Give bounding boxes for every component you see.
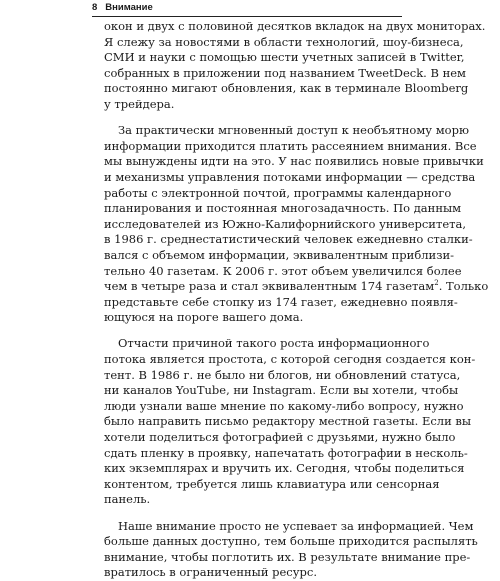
text-line: тент. В 1986 г. не было ни блогов, ни обновлений статуса, bbox=[104, 367, 461, 382]
text-line: вратилось в ограниченный ресурс. bbox=[104, 565, 317, 580]
text-line: Я слежу за новостями в области технологий, шоу-бизнеса, bbox=[104, 34, 464, 49]
text-line: ющуюся на пороге вашего дома. bbox=[104, 310, 304, 325]
running-head bbox=[92, 0, 153, 15]
text-line: тельно 40 газетам. К 2006 г. этот объем увеличился более bbox=[104, 263, 462, 278]
body-text bbox=[104, 19, 489, 581]
page-number: 8 bbox=[92, 2, 98, 13]
text-line: СМИ и науки с помощью шести учетных записей в Twitter, bbox=[104, 50, 465, 65]
paragraph bbox=[104, 336, 476, 508]
paragraph bbox=[104, 518, 478, 581]
text-line: За практически мгновенный доступ к необъятному морю bbox=[118, 123, 469, 138]
text-line: Наше внимание просто не успевает за информацией. Чем bbox=[118, 518, 474, 533]
text-line: люди узнали ваше мнение по какому-либо вопросу, нужно bbox=[104, 398, 464, 413]
header-rule bbox=[92, 16, 402, 17]
text-line: в 1986 г. среднестатистический человек ежедневно сталки- bbox=[104, 232, 473, 247]
text-line: было направить письмо редактору местной газеты. Если вы bbox=[104, 414, 472, 429]
text-line: исследователей из Южно-Калифорнийского университета, bbox=[104, 216, 467, 231]
text-line: вался с объемом информации, эквивалентным приблизи- bbox=[104, 247, 455, 262]
text-line: внимание, чтобы поглотить их. В результате внимание пре- bbox=[104, 549, 471, 564]
paragraph-gap bbox=[104, 113, 401, 124]
text-line: больше данных доступно, тем больше приходится распылять bbox=[104, 534, 478, 549]
section-title: Внимание bbox=[105, 2, 153, 13]
paragraph-gap bbox=[104, 326, 401, 337]
text-line: постоянно мигают обновления, как в терминале Bloomberg bbox=[104, 81, 469, 96]
line-text: чем в четыре раза и стал эквивалентным 174 газетам bbox=[104, 279, 435, 294]
text-line: представьте себе стопку из 174 газет, ежедневно появля- bbox=[104, 294, 458, 309]
line-tail-text: . Только bbox=[438, 279, 489, 294]
paragraph bbox=[104, 19, 486, 113]
text-line: ких экземплярах и вручить их. Сегодня, чтобы поделиться bbox=[104, 461, 465, 476]
text-line: потока является простота, с которой сегодня создается кон- bbox=[104, 352, 476, 367]
text-line: хотели поделиться фотографией с друзьями, нужно было bbox=[104, 430, 456, 445]
text-line: работы с электронной почтой, программы календарного bbox=[104, 185, 452, 200]
text-line: панель. bbox=[104, 492, 151, 507]
footnote-marker: 2 bbox=[434, 279, 439, 288]
text-line: мы вынуждены идти на это. У нас появились новые привычки bbox=[104, 154, 484, 169]
text-line: информации приходится платить рассеянием внимания. Все bbox=[104, 138, 477, 153]
text-line: контентом, требуется лишь клавиатура или сенсорная bbox=[104, 476, 440, 491]
text-line: сдать пленку в проявку, напечатать фотографии в несколь- bbox=[104, 445, 468, 460]
text-line: окон и двух с половиной десятков вкладок на двух мониторах. bbox=[104, 19, 486, 33]
text-line: Отчасти причиной такого роста информационного bbox=[118, 336, 430, 351]
text-line: ни каналов YouTube, ни Instagram. Если вы хотели, чтобы bbox=[104, 383, 459, 398]
paragraph-gap bbox=[104, 508, 401, 519]
paragraph bbox=[104, 123, 489, 326]
text-line: собранных в приложении под названием TweetDeck. В нем bbox=[104, 65, 467, 80]
text-line: планирования и постоянная многозадачность. По данным bbox=[104, 201, 462, 216]
text-line: и механизмы управления потоками информации — средства bbox=[104, 169, 476, 184]
text-line bbox=[104, 279, 489, 295]
text-line: у трейдера. bbox=[104, 96, 175, 111]
